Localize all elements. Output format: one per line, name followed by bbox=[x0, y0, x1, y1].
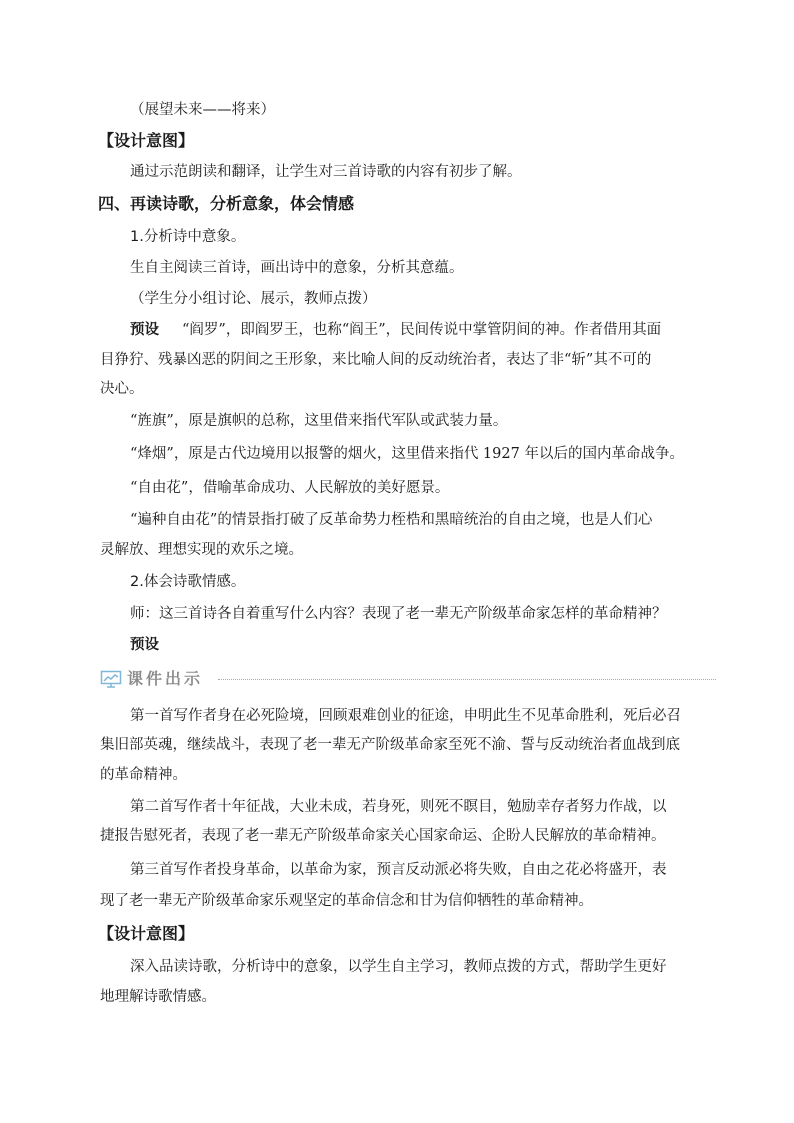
courseware-title: 课件出示 bbox=[127, 669, 204, 688]
paragraph-line: “遍种自由花”的情景指打破了反革命势力桎梏和黑暗统治的自由之境，也是人们心 bbox=[130, 512, 653, 528]
section-heading-4: 四、再读诗歌，分析意象，体会情感 bbox=[98, 194, 355, 213]
paragraph-line: 的革命精神。 bbox=[100, 767, 187, 783]
preset-label: 预设 bbox=[130, 637, 159, 653]
paragraph-line: 决心。 bbox=[100, 381, 144, 397]
dotted-divider bbox=[218, 679, 716, 680]
section-heading-design-intent: 【设计意图】 bbox=[98, 131, 195, 150]
subheading-imagery: 1.分析诗中意象。 bbox=[130, 229, 246, 245]
paragraph-line: 第一首写作者身在必死险境，回顾艰难创业的征途，申明此生不见革命胜利，死后必召 bbox=[130, 708, 681, 724]
paragraph-line: 集旧部英魂，继续战斗，表现了老一辈无产阶级革命家至死不渝、誓与反动统治者血战到底 bbox=[100, 737, 680, 753]
paragraph-line: 地理解诗歌情感。 bbox=[100, 989, 216, 1005]
paragraph-line: “旌旗”，原是旗帜的总称，这里借来指代军队或武装力量。 bbox=[130, 413, 508, 429]
paragraph-line: 捷报告慰死者，表现了老一辈无产阶级革命家关心国家命运、企盼人民解放的革命精神。 bbox=[100, 828, 666, 844]
paragraph-line: 灵解放、理想实现的欢乐之境。 bbox=[100, 542, 303, 558]
teacher-question: 师：这三首诗各自着重写什么内容？表现了老一辈无产阶级革命家怎样的革命精神？ bbox=[130, 606, 667, 622]
paragraph-line: 目狰狞、残暴凶恶的阴间之王形象，来比喻人间的反动统治者，表达了非“斩”其不可的 bbox=[100, 352, 652, 368]
paragraph-line: （学生分小组讨论、展示，教师点拨） bbox=[130, 291, 377, 307]
paragraph-line: 深入品读诗歌，分析诗中的意象，以学生自主学习，教师点拨的方式，帮助学生更好 bbox=[130, 959, 667, 975]
paragraph-line: 现了老一辈无产阶级革命家乐观坚定的革命信念和甘为信仰牺牲的革命精神。 bbox=[100, 893, 593, 909]
paragraph-line: 通过示范朗读和翻译，让学生对三首诗歌的内容有初步了解。 bbox=[130, 164, 522, 180]
section-heading-design-intent: 【设计意图】 bbox=[98, 924, 195, 943]
preset-label: 预设 bbox=[130, 322, 159, 338]
paragraph-line: 生自主阅读三首诗，画出诗中的意象，分析其意蕴。 bbox=[130, 260, 464, 276]
presentation-chart-icon bbox=[100, 670, 122, 688]
subheading-emotion: 2.体会诗歌情感。 bbox=[130, 574, 246, 590]
paragraph-line: 第三首写作者投身革命，以革命为家，预言反动派必将失败，自由之花必将盛开，表 bbox=[130, 862, 667, 878]
courseware-banner bbox=[100, 668, 716, 690]
future-note: （展望未来——将来） bbox=[130, 102, 275, 118]
paragraph-line: “阎罗”，即阎罗王，也称“阎王”，民间传说中掌管阴间的神。作者借用其面 bbox=[182, 322, 662, 338]
paragraph-line: 第二首写作者十年征战，大业未成，若身死，则死不瞑目，勉励幸存者努力作战，以 bbox=[130, 799, 667, 815]
paragraph-line: “烽烟”，原是古代边境用以报警的烟火，这里借来指代 1927 年以后的国内革命战争。 bbox=[130, 446, 684, 462]
paragraph-line: “自由花”，借喻革命成功、人民解放的美好愿景。 bbox=[130, 480, 450, 496]
